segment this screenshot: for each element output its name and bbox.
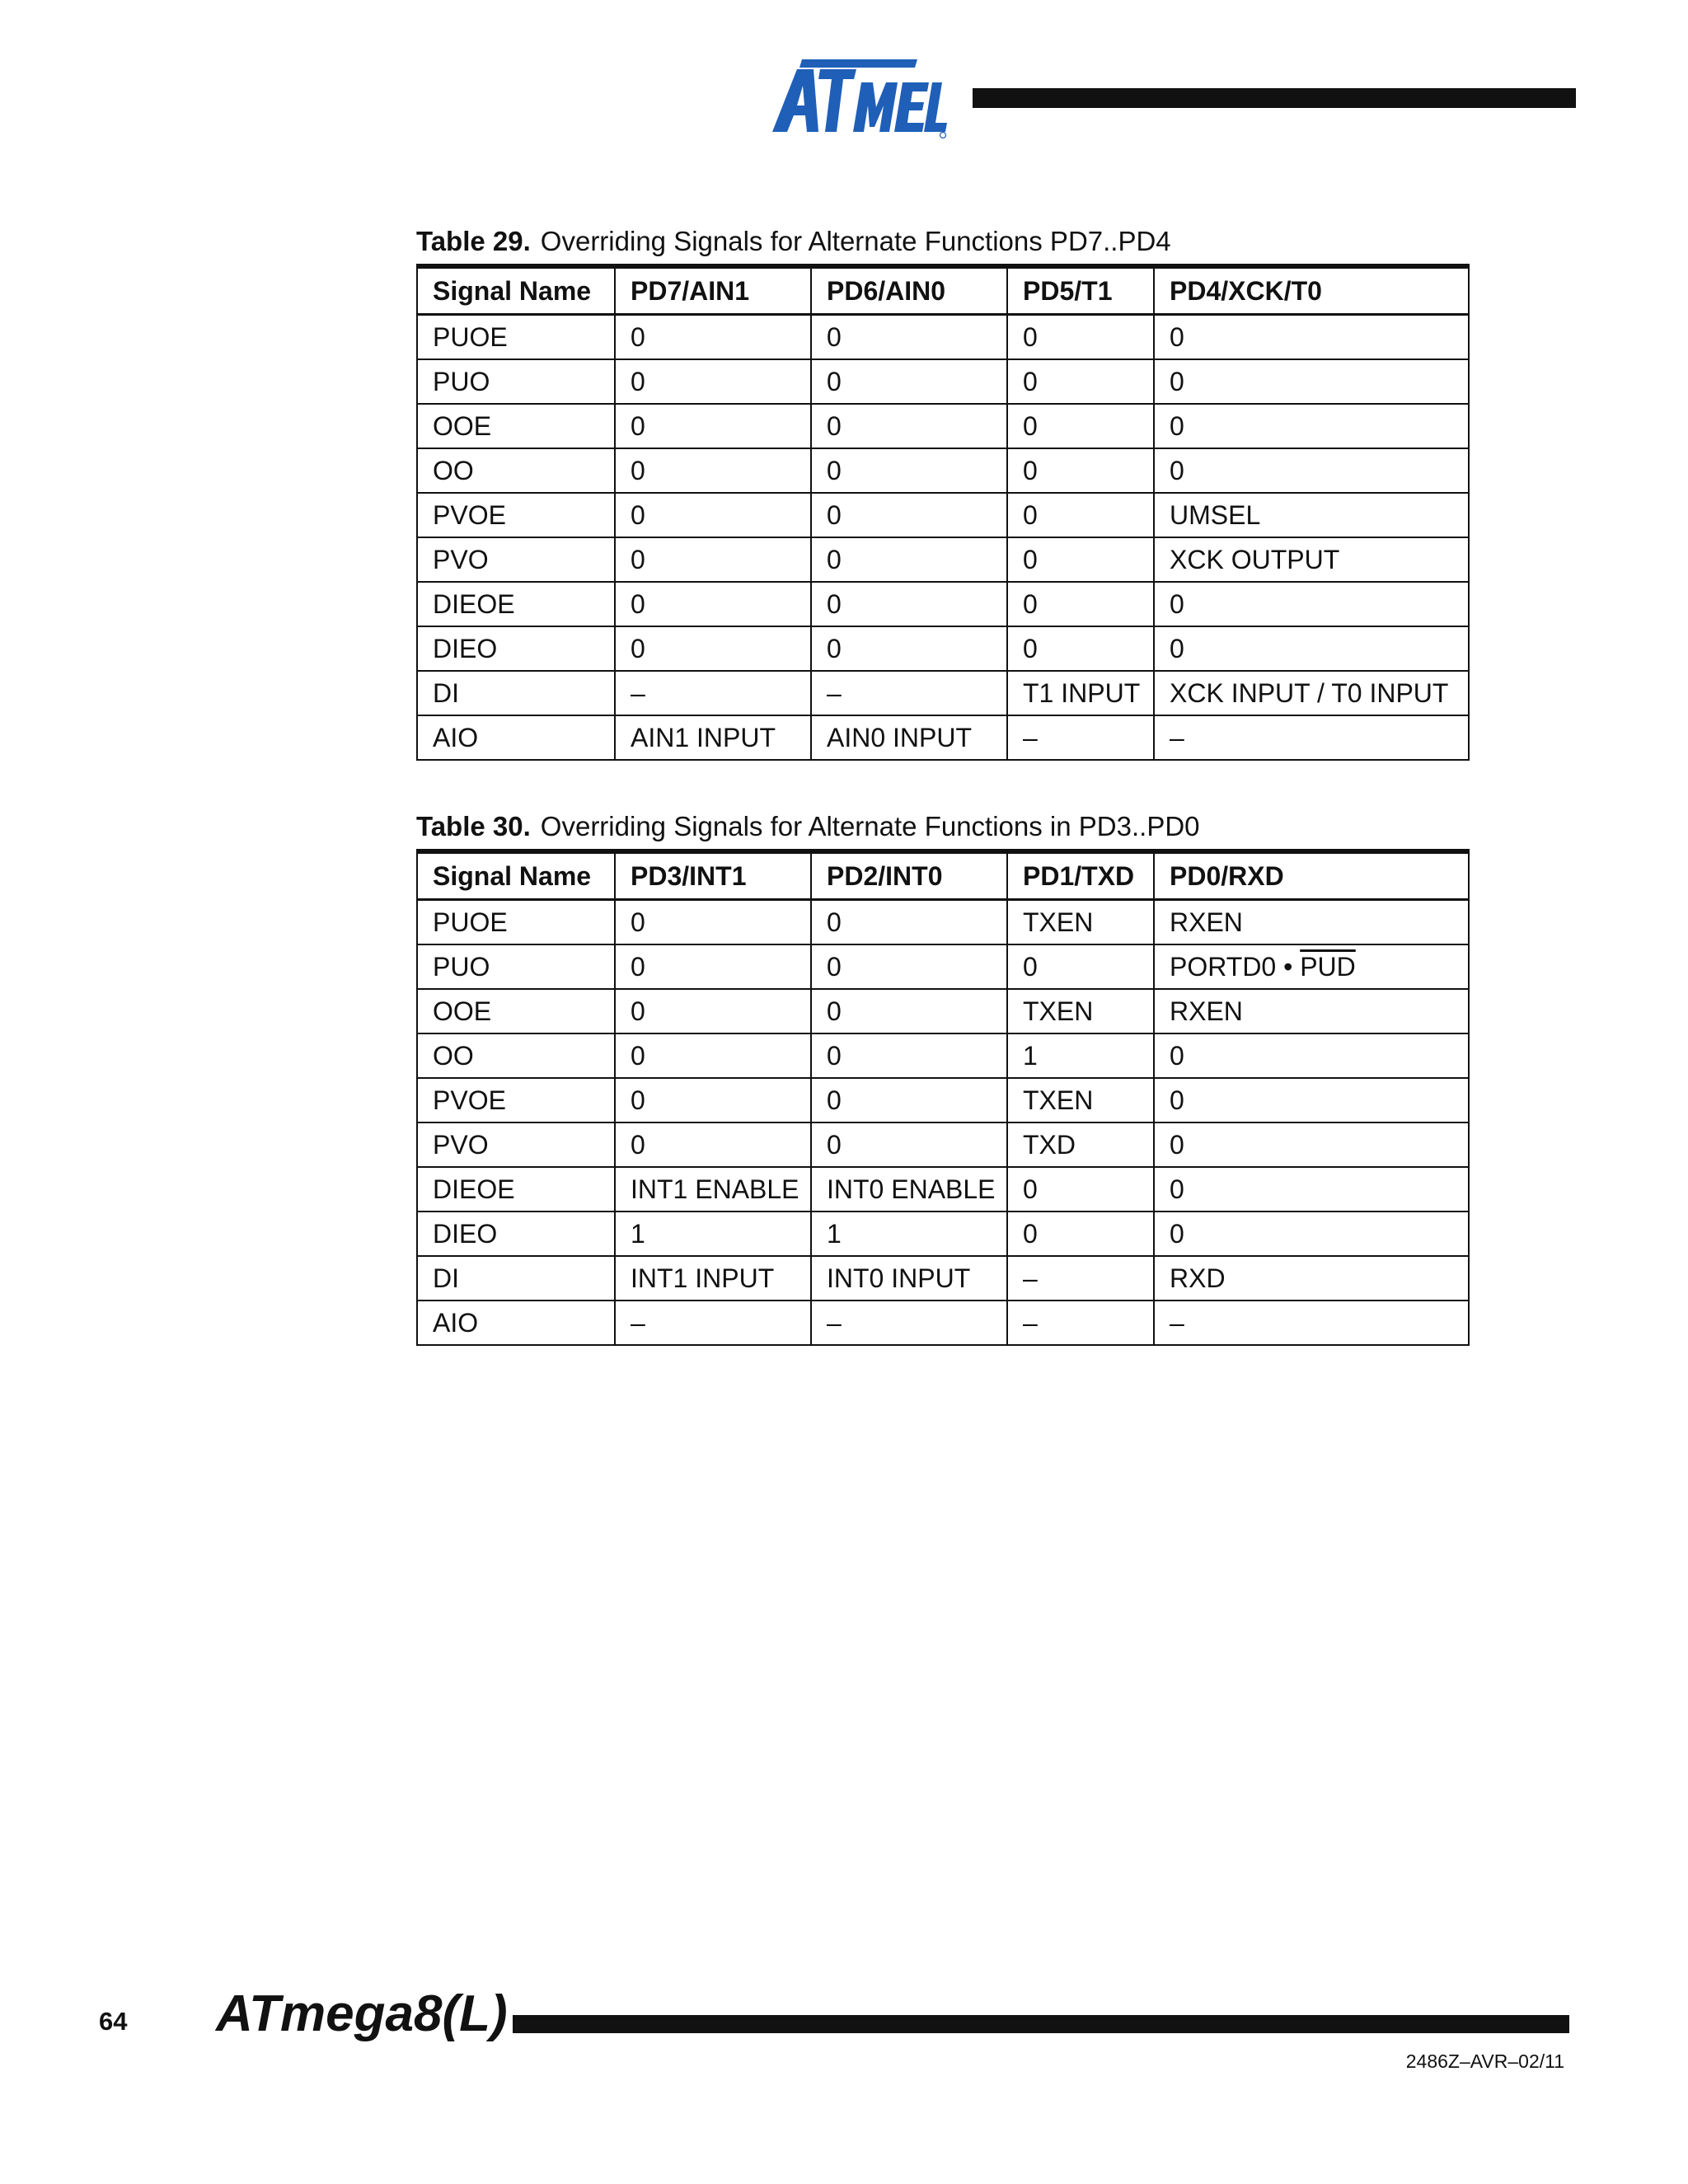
cell-text: T1 INPUT bbox=[1023, 677, 1141, 708]
signal-name-cell bbox=[417, 1078, 615, 1122]
table-cell bbox=[1154, 315, 1469, 360]
cell-text: – bbox=[827, 677, 842, 708]
table-row bbox=[417, 989, 1469, 1033]
cell-text: 0 bbox=[631, 455, 645, 485]
table-cell bbox=[1154, 715, 1469, 760]
table-cell bbox=[1007, 582, 1154, 626]
table-cell bbox=[1154, 1078, 1469, 1122]
cell-text: OO bbox=[433, 455, 474, 485]
doc-id: 2486Z–AVR–02/11 bbox=[1405, 2050, 1564, 2072]
column-header: PD5/T1 bbox=[1007, 266, 1154, 315]
table-row bbox=[417, 404, 1469, 448]
cell-text: 0 bbox=[1170, 633, 1184, 663]
table-cell bbox=[1154, 1167, 1469, 1212]
table29 bbox=[416, 264, 1470, 761]
table-row bbox=[417, 1033, 1469, 1078]
table30-caption bbox=[416, 810, 1200, 843]
cell-text: 0 bbox=[631, 633, 645, 663]
table-cell bbox=[615, 1167, 811, 1212]
cell-text: 0 bbox=[631, 410, 645, 441]
table-row bbox=[417, 1122, 1469, 1167]
cell-text: AIO bbox=[433, 1307, 479, 1338]
column-header: PD1/TXD bbox=[1007, 851, 1154, 900]
cell-text: 0 bbox=[631, 1085, 645, 1115]
table-cell bbox=[1007, 1212, 1154, 1256]
table-cell bbox=[1007, 1122, 1154, 1167]
table-cell bbox=[811, 537, 1007, 582]
signal-name-cell bbox=[417, 715, 615, 760]
table-cell bbox=[811, 1078, 1007, 1122]
cell-text: – bbox=[827, 1307, 842, 1338]
table-cell bbox=[615, 671, 811, 715]
signal-name-cell bbox=[417, 448, 615, 493]
column-header: PD3/INT1 bbox=[615, 851, 811, 900]
table-cell bbox=[615, 493, 811, 537]
table-cell bbox=[615, 1301, 811, 1345]
table-cell bbox=[811, 404, 1007, 448]
cell-text: TXEN bbox=[1023, 996, 1094, 1026]
table-cell bbox=[811, 626, 1007, 671]
column-header: Signal Name bbox=[417, 851, 615, 900]
table-cell bbox=[1154, 1212, 1469, 1256]
table-row bbox=[417, 582, 1469, 626]
table-row bbox=[417, 359, 1469, 404]
cell-text: 0 bbox=[1170, 1218, 1184, 1249]
column-header: PD7/AIN1 bbox=[615, 266, 811, 315]
signal-name-cell bbox=[417, 900, 615, 945]
signal-name-cell bbox=[417, 315, 615, 360]
cell-text: RXD bbox=[1170, 1263, 1226, 1293]
cell-text: 0 bbox=[1170, 1085, 1184, 1115]
cell-text: AIO bbox=[433, 722, 479, 752]
table-header-row bbox=[417, 851, 1469, 900]
table-cell bbox=[811, 493, 1007, 537]
table-cell bbox=[1007, 448, 1154, 493]
table-cell bbox=[1154, 626, 1469, 671]
cell-text: 0 bbox=[631, 951, 645, 982]
cell-text: – bbox=[1170, 1307, 1184, 1338]
table-cell bbox=[1007, 900, 1154, 945]
cell-text: 0 bbox=[1023, 1174, 1038, 1204]
table-cell bbox=[615, 626, 811, 671]
cell-text: PVO bbox=[433, 1129, 489, 1160]
cell-text: – bbox=[631, 677, 645, 708]
column-header: Signal Name bbox=[417, 266, 615, 315]
cell-text: 0 bbox=[1023, 499, 1038, 530]
table-cell bbox=[615, 448, 811, 493]
cell-text: 0 bbox=[1023, 410, 1038, 441]
signal-name-cell bbox=[417, 404, 615, 448]
table-cell bbox=[811, 1301, 1007, 1345]
table-cell bbox=[1007, 1256, 1154, 1301]
table30-caption-label: Table 30. bbox=[416, 811, 531, 841]
cell-text: 0 bbox=[1023, 321, 1038, 352]
cell-text: 0 bbox=[827, 996, 842, 1026]
table-cell bbox=[811, 1212, 1007, 1256]
table-cell bbox=[615, 989, 811, 1033]
cell-text: DIEOE bbox=[433, 1174, 515, 1204]
cell-text: 0 bbox=[827, 410, 842, 441]
table-cell bbox=[811, 582, 1007, 626]
cell-text: 0 bbox=[1170, 588, 1184, 619]
cell-text: PORTD0 • bbox=[1170, 951, 1301, 982]
table-cell bbox=[1007, 315, 1154, 360]
cell-text: INT0 INPUT bbox=[827, 1263, 971, 1293]
doc-title: ATmega8(L) bbox=[216, 1985, 508, 2042]
table-cell bbox=[615, 944, 811, 989]
table-row bbox=[417, 1167, 1469, 1212]
table-cell bbox=[1154, 1033, 1469, 1078]
table-cell bbox=[1154, 537, 1469, 582]
cell-text: – bbox=[631, 1307, 645, 1338]
table-cell bbox=[615, 900, 811, 945]
signal-name-cell bbox=[417, 1212, 615, 1256]
cell-text: 0 bbox=[827, 321, 842, 352]
cell-text: 0 bbox=[1170, 1129, 1184, 1160]
cell-text: UMSEL bbox=[1170, 499, 1261, 530]
cell-text: 0 bbox=[1170, 455, 1184, 485]
cell-text: 0 bbox=[827, 633, 842, 663]
cell-text: PUO bbox=[433, 366, 490, 396]
table-cell bbox=[811, 989, 1007, 1033]
signal-name-cell bbox=[417, 989, 615, 1033]
cell-text: – bbox=[1023, 722, 1038, 752]
footer-rule bbox=[513, 2015, 1569, 2033]
table-row bbox=[417, 944, 1469, 989]
table30-caption-text: Overriding Signals for Alternate Functions in PD3..PD0 bbox=[540, 811, 1200, 841]
table-cell bbox=[615, 1212, 811, 1256]
cell-text: 0 bbox=[631, 1129, 645, 1160]
table-cell bbox=[1007, 404, 1154, 448]
cell-text: 0 bbox=[827, 1129, 842, 1160]
table-cell bbox=[811, 671, 1007, 715]
table-row bbox=[417, 671, 1469, 715]
cell-text: 0 bbox=[1170, 410, 1184, 441]
cell-text: OOE bbox=[433, 996, 492, 1026]
table-cell bbox=[1007, 1167, 1154, 1212]
table-cell bbox=[615, 404, 811, 448]
cell-text: 0 bbox=[827, 1085, 842, 1115]
table-cell bbox=[811, 1167, 1007, 1212]
cell-text: 0 bbox=[1170, 366, 1184, 396]
cell-text: RXEN bbox=[1170, 907, 1243, 937]
table-cell bbox=[615, 1256, 811, 1301]
cell-text: 0 bbox=[1023, 544, 1038, 574]
cell-text: DIEO bbox=[433, 1218, 498, 1249]
cell-text: INT0 ENABLE bbox=[827, 1174, 996, 1204]
signal-name-cell bbox=[417, 537, 615, 582]
cell-text: OO bbox=[433, 1040, 474, 1071]
cell-text: 0 bbox=[1023, 633, 1038, 663]
table-cell bbox=[1154, 404, 1469, 448]
table-cell bbox=[1007, 359, 1154, 404]
cell-text: 0 bbox=[1023, 455, 1038, 485]
cell-text: AIN1 INPUT bbox=[631, 722, 776, 752]
cell-text: 0 bbox=[827, 588, 842, 619]
table29-caption bbox=[416, 225, 1171, 258]
table-cell bbox=[1154, 944, 1469, 989]
cell-text: 0 bbox=[827, 366, 842, 396]
cell-text: XCK INPUT / T0 INPUT bbox=[1170, 677, 1449, 708]
cell-text: PVOE bbox=[433, 1085, 506, 1115]
table30 bbox=[416, 849, 1470, 1346]
cell-text: 0 bbox=[1023, 366, 1038, 396]
cell-text: 0 bbox=[1023, 588, 1038, 619]
cell-text: 0 bbox=[827, 499, 842, 530]
pud-overbar-text: $\overline{PUD}$ bbox=[1300, 951, 1356, 982]
table-cell bbox=[615, 1122, 811, 1167]
table-cell bbox=[615, 715, 811, 760]
cell-text: DIEOE bbox=[433, 588, 515, 619]
cell-text: 0 bbox=[827, 951, 842, 982]
table-cell bbox=[1007, 493, 1154, 537]
table-header-row bbox=[417, 266, 1469, 315]
cell-text: 0 bbox=[631, 588, 645, 619]
cell-text: XCK OUTPUT bbox=[1170, 544, 1340, 574]
column-header: PD0/RXD bbox=[1154, 851, 1469, 900]
cell-text: AIN0 INPUT bbox=[827, 722, 973, 752]
table-cell bbox=[615, 1033, 811, 1078]
table-cell bbox=[1007, 944, 1154, 989]
table-cell bbox=[615, 1078, 811, 1122]
cell-text: 0 bbox=[631, 996, 645, 1026]
column-header: PD4/XCK/T0 bbox=[1154, 266, 1469, 315]
table-cell bbox=[811, 315, 1007, 360]
signal-name-cell bbox=[417, 1033, 615, 1078]
cell-text: 1 bbox=[827, 1218, 842, 1249]
cell-text: – bbox=[1023, 1263, 1038, 1293]
table-cell bbox=[615, 359, 811, 404]
table-cell bbox=[811, 359, 1007, 404]
table-row bbox=[417, 448, 1469, 493]
cell-text: INT1 ENABLE bbox=[631, 1174, 799, 1204]
cell-text: PUOE bbox=[433, 907, 508, 937]
cell-text: – bbox=[1170, 722, 1184, 752]
table-row bbox=[417, 537, 1469, 582]
table-cell bbox=[811, 448, 1007, 493]
table-row bbox=[417, 626, 1469, 671]
column-header: PD6/AIN0 bbox=[811, 266, 1007, 315]
table-row bbox=[417, 315, 1469, 360]
cell-text: INT1 INPUT bbox=[631, 1263, 775, 1293]
cell-text: DIEO bbox=[433, 633, 498, 663]
table-cell bbox=[811, 944, 1007, 989]
signal-name-cell bbox=[417, 1167, 615, 1212]
table-cell bbox=[811, 1122, 1007, 1167]
cell-text: 0 bbox=[1023, 951, 1038, 982]
table-row bbox=[417, 1301, 1469, 1345]
table-cell bbox=[811, 1256, 1007, 1301]
cell-text: 0 bbox=[827, 455, 842, 485]
signal-name-cell bbox=[417, 359, 615, 404]
table-cell bbox=[615, 315, 811, 360]
signal-name-cell bbox=[417, 493, 615, 537]
table-cell bbox=[1154, 989, 1469, 1033]
cell-text: 0 bbox=[1170, 321, 1184, 352]
table-cell bbox=[615, 582, 811, 626]
table-cell bbox=[1154, 1301, 1469, 1345]
table-cell bbox=[1154, 1256, 1469, 1301]
signal-name-cell bbox=[417, 626, 615, 671]
table-cell bbox=[1007, 671, 1154, 715]
cell-text: DI bbox=[433, 677, 459, 708]
table-cell bbox=[811, 1033, 1007, 1078]
signal-name-cell bbox=[417, 1122, 615, 1167]
table-cell bbox=[1154, 493, 1469, 537]
cell-text: 1 bbox=[1023, 1040, 1038, 1071]
cell-text: PVO bbox=[433, 544, 489, 574]
table-row bbox=[417, 1256, 1469, 1301]
table-cell bbox=[1154, 359, 1469, 404]
cell-text: 0 bbox=[1170, 1174, 1184, 1204]
cell-text: TXEN bbox=[1023, 1085, 1094, 1115]
cell-text: 0 bbox=[827, 907, 842, 937]
table-row bbox=[417, 715, 1469, 760]
table-cell bbox=[1154, 671, 1469, 715]
cell-text: 0 bbox=[631, 321, 645, 352]
cell-text: PUO bbox=[433, 951, 490, 982]
table-cell bbox=[1007, 1301, 1154, 1345]
cell-text: 0 bbox=[631, 544, 645, 574]
signal-name-cell bbox=[417, 1301, 615, 1345]
table-row bbox=[417, 1078, 1469, 1122]
cell-text: TXD bbox=[1023, 1129, 1076, 1160]
table-cell bbox=[1007, 715, 1154, 760]
cell-text: 0 bbox=[1023, 1218, 1038, 1249]
cell-text: 0 bbox=[631, 499, 645, 530]
cell-text: 0 bbox=[631, 1040, 645, 1071]
table-cell bbox=[1007, 626, 1154, 671]
table29-caption-label: Table 29. bbox=[416, 226, 531, 256]
signal-name-cell bbox=[417, 944, 615, 989]
table-cell bbox=[811, 715, 1007, 760]
table-cell bbox=[1154, 448, 1469, 493]
cell-text: OOE bbox=[433, 410, 492, 441]
signal-name-cell bbox=[417, 582, 615, 626]
cell-text: PUOE bbox=[433, 321, 508, 352]
cell-text: 0 bbox=[827, 544, 842, 574]
cell-text: 0 bbox=[1170, 1040, 1184, 1071]
table-cell bbox=[615, 537, 811, 582]
cell-text: 0 bbox=[631, 907, 645, 937]
signal-name-cell bbox=[417, 671, 615, 715]
table-cell bbox=[811, 900, 1007, 945]
cell-text: – bbox=[1023, 1307, 1038, 1338]
page-number: 64 bbox=[99, 2007, 128, 2036]
cell-text: TXEN bbox=[1023, 907, 1094, 937]
table-cell bbox=[1007, 1033, 1154, 1078]
cell-text: DI bbox=[433, 1263, 459, 1293]
signal-name-cell bbox=[417, 1256, 615, 1301]
table-row bbox=[417, 900, 1469, 945]
cell-text: 0 bbox=[827, 1040, 842, 1071]
table-cell bbox=[1154, 1122, 1469, 1167]
atmel-logo-icon bbox=[771, 58, 948, 138]
table-row bbox=[417, 1212, 1469, 1256]
header-rule bbox=[973, 88, 1576, 108]
table-cell bbox=[1154, 900, 1469, 945]
table-row bbox=[417, 493, 1469, 537]
cell-text: RXEN bbox=[1170, 996, 1243, 1026]
cell-text: 1 bbox=[631, 1218, 645, 1249]
table-cell bbox=[1007, 537, 1154, 582]
table-cell bbox=[1007, 1078, 1154, 1122]
table-cell bbox=[1007, 989, 1154, 1033]
cell-text: PVOE bbox=[433, 499, 506, 530]
table-cell bbox=[1154, 582, 1469, 626]
cell-text: 0 bbox=[631, 366, 645, 396]
column-header: PD2/INT0 bbox=[811, 851, 1007, 900]
table29-caption-text: Overriding Signals for Alternate Functions PD7..PD4 bbox=[540, 226, 1171, 256]
